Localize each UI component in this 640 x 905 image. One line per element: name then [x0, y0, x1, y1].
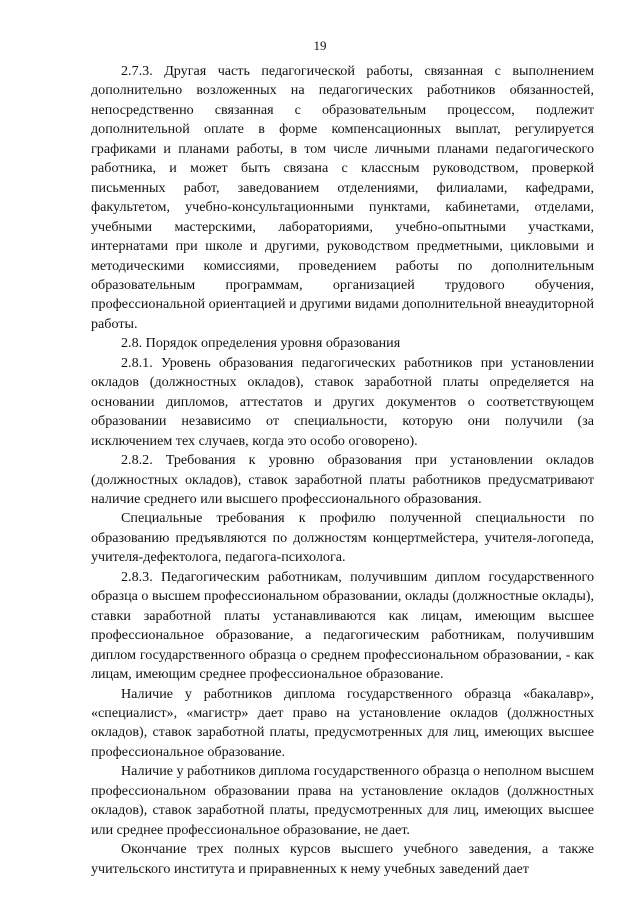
paragraph-2-8-2: 2.8.2. Требования к уровню образования при установлении окладов (должностных окладов), ставок заработной платы работников предусматривают наличие среднего или высшего профессионального образования.	[91, 452, 594, 507]
paragraph-2-7-3: 2.7.3. Другая часть педагогической работы, связанная с выполнением дополнительно возложенных на педагогических работников обязанностей, непосредственно связанная с образовательным процессом, подлежит дополнительной оплате в форме компенсационных выплат, регулируется графиками и планами работы, в том числе личными планами педагогического работника, и может быть связана с классным руководством, проверкой письменных работ, заведованием отделениями, филиалами, кафедрами, факультетом, учебно-консультационными пунктами, кабинетами, отделами, учебными мастерскими, лабораториями, учебно-опытными участками, интернатами при школе и другими, руководством предметными, цикловыми и методическими комиссиями, проведением работы по дополнительным образовательным программам, организацией трудового обучения, профессиональной ориентацией и другими видами дополнительной внеаудиторной работы.	[91, 63, 594, 332]
paragraph-2-8-3: 2.8.3. Педагогическим работникам, получившим диплом государственного образца о высшем профессиональном образовании, оклады (должностные оклады), ставки заработной платы устанавливаются как лицам, имеющим высшее профессиональное образование, а педагогическим работникам, получившим диплом государственного образца о среднем профессиональном образовании, - как лицам, имеющим среднее профессиональное образование.	[91, 568, 595, 683]
section-heading-2-8: 2.8. Порядок определения уровня образования	[121, 335, 401, 352]
page-number: 19	[313, 38, 327, 53]
paragraph-special-requirements: Специальные требования к профилю полученной специальности по образованию предъявляются по должностям концертмейстера, учителя-логопеда, учителя-дефектолога, педагога-психолога.	[91, 510, 594, 566]
paragraph-incomplete-higher: Наличие у работников диплома государственного образца о неполном высшем профессиональном образовании права на установление окладов (должностных окладов), ставок заработной платы, предусмотренных для лиц, имеющих высшее или среднее профессиональное образование, не дает.	[91, 763, 594, 838]
document-body	[91, 62, 594, 879]
paragraph-bachelor-diploma: Наличие у работников диплома государственного образца «бакалавр», «специалист», «магистр» дает право на установление окладов (должностных окладов), ставок заработной платы, предусмотренных для лиц, имеющих высшее профессиональное образование.	[91, 685, 594, 760]
paragraph-three-courses: Окончание трех полных курсов высшего учебного заведения, а также учительского института и приравненных к нему учебных заведений дает	[91, 841, 594, 877]
paragraph-2-8-1: 2.8.1. Уровень образования педагогических работников при установлении окладов (должностных окладов), ставок заработной платы определяется на основании дипломов, аттестатов и других документов о соответствующем образовании независимо от специальности, которую они получили (за исключением тех случаев, когда это особо оговорено).	[91, 354, 594, 449]
